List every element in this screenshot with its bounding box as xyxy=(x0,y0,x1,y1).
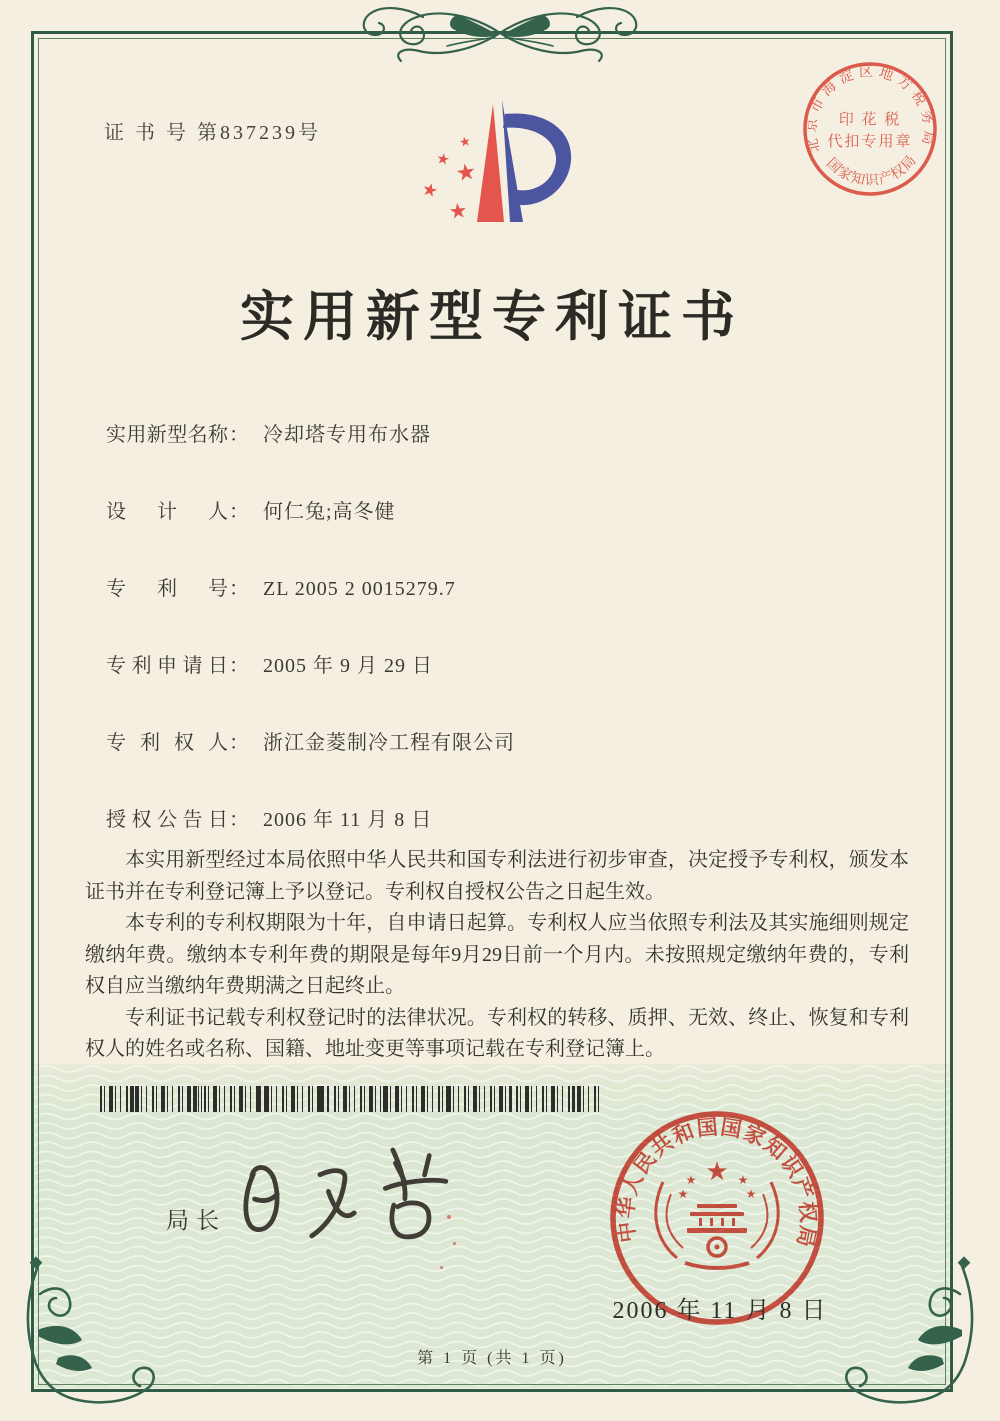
tax-stamp-top-text: 北京市海淀区地方税务局 xyxy=(804,65,936,154)
certificate-title: 实用新型专利证书 xyxy=(240,287,744,347)
national-emblem-icon xyxy=(656,1157,778,1268)
field-row-patentee: 专利权人： 浙江金菱制冷工程有限公司 xyxy=(106,726,806,752)
field-row-grant-date: 授权公告日： 2006 年 11 月 8 日 xyxy=(106,803,806,829)
ink-speckle xyxy=(447,1215,451,1219)
svg-text:★: ★ xyxy=(453,158,479,188)
svg-text:★: ★ xyxy=(419,178,441,203)
field-value: 何仁兔;高冬健 xyxy=(263,501,396,523)
page-number: 第 1 页 (共 1 页) xyxy=(417,1350,567,1367)
field-row-filing-date: 专利申请日： 2005 年 9 月 29 日 xyxy=(106,649,806,675)
tax-stamp-line1: 印 花 税 xyxy=(838,112,902,128)
field-label: 授权公告日 xyxy=(106,809,228,831)
paragraph-2: 本专利的专利权期限为十年，自申请日起算。专利权人应当依照专利法及其实施细则规定缴纳年费。缴纳本专利年费的期限是每年9月29日前一个月内。未按照规定缴纳年费的，专利权自应当缴纳年费期满之日起终止。 xyxy=(85,912,909,997)
director-signature xyxy=(223,1121,515,1268)
field-label: 实用新型名称 xyxy=(106,424,228,446)
director-title: 局长 xyxy=(166,1208,226,1233)
field-value: 浙江金菱制冷工程有限公司 xyxy=(263,732,515,754)
paragraph-1: 本实用新型经过本局依照中华人民共和国专利法进行初步审查，决定授予专利权，颁发本证书并在专利登记簿上予以登记。专利权自授权公告之日起生效。 xyxy=(85,849,909,903)
field-list xyxy=(106,418,806,880)
field-row-designer: 设计人： 何仁兔;高冬健 xyxy=(106,495,806,521)
certificate-number: 证 书 号 第837239号 xyxy=(104,122,321,144)
tax-stamp-bottom-text: 国家知识产权局 xyxy=(823,152,921,189)
field-label: 专利权人 xyxy=(106,732,228,754)
bottom-left-corner-ornament-icon xyxy=(12,1258,170,1410)
cnipa-logo-icon xyxy=(413,98,578,240)
svg-text:★: ★ xyxy=(685,1173,697,1187)
field-label: 设计人 xyxy=(106,501,228,523)
seal-arc-text: 中华人民共和国国家知识产权局 xyxy=(613,1114,821,1251)
field-label: 专利申请日 xyxy=(106,655,228,677)
svg-text:★: ★ xyxy=(447,198,469,224)
logo-red-wedge xyxy=(477,104,504,222)
issue-date: 2006 年 11 月 8 日 xyxy=(612,1298,828,1324)
paragraph-3: 专利证书记载专利权登记时的法律状况。专利权的转移、质押、无效、终止、恢复和专利权人的姓名或名称、国籍、地址变更等事项记载在专利登记簿上。 xyxy=(85,1006,909,1060)
tax-stamp-line2: 代扣专用章 xyxy=(827,134,913,150)
field-row-name: 实用新型名称： 冷却塔专用布水器 xyxy=(106,418,806,444)
logo-stars xyxy=(420,134,479,224)
ink-speckle xyxy=(453,1242,456,1245)
logo-blue-bowl xyxy=(503,113,571,205)
tax-stamp xyxy=(799,57,941,199)
barcode xyxy=(100,1086,603,1112)
svg-text:★: ★ xyxy=(457,133,473,152)
bottom-right-corner-ornament-icon xyxy=(830,1258,988,1410)
svg-text:★: ★ xyxy=(705,1157,729,1187)
legal-text xyxy=(85,845,909,1066)
field-label: 专利号 xyxy=(106,578,228,600)
field-value: ZL 2005 2 0015279.7 xyxy=(263,578,456,600)
svg-text:★: ★ xyxy=(434,148,452,170)
top-border-ornament-icon xyxy=(335,2,665,66)
svg-text:★: ★ xyxy=(745,1187,757,1201)
ink-speckle xyxy=(440,1266,443,1269)
field-value: 2006 年 11 月 8 日 xyxy=(263,809,433,831)
field-value: 冷却塔专用布水器 xyxy=(263,424,431,446)
field-value: 2005 年 9 月 29 日 xyxy=(263,655,433,677)
svg-text:★: ★ xyxy=(677,1187,689,1201)
svg-text:★: ★ xyxy=(737,1173,749,1187)
field-row-patent-no: 专利号： ZL 2005 2 0015279.7 xyxy=(106,572,806,598)
